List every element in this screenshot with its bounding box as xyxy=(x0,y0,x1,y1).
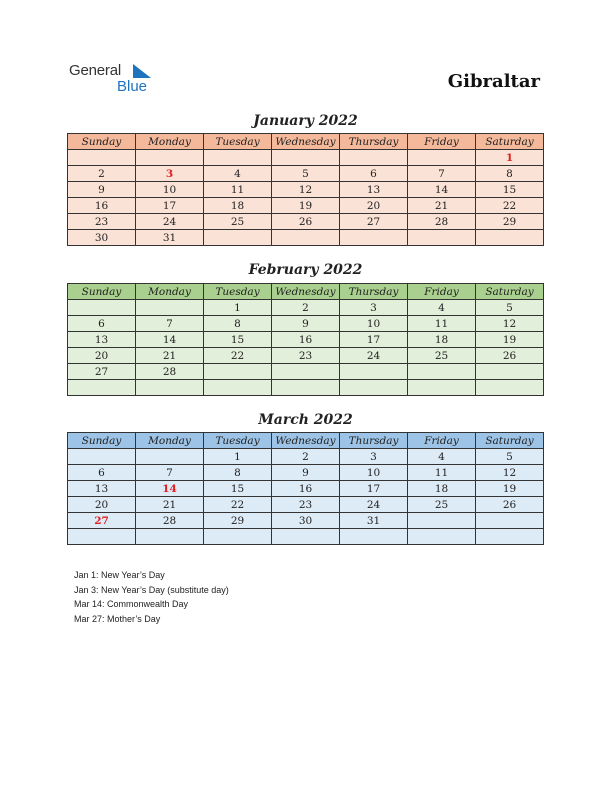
weekday-header: Monday xyxy=(136,134,204,150)
day-cell: 16 xyxy=(68,198,136,214)
week-row xyxy=(68,230,544,246)
day-cell: 2 xyxy=(68,166,136,182)
day-cell: 21 xyxy=(136,497,204,513)
day-cell: 5 xyxy=(476,300,544,316)
day-cell: 12 xyxy=(476,465,544,481)
weekday-header: Wednesday xyxy=(272,433,340,449)
weekday-header: Monday xyxy=(136,284,204,300)
week-row xyxy=(68,449,544,465)
weekday-header: Tuesday xyxy=(204,284,272,300)
holiday-note: Mar 27: Mother’s Day xyxy=(74,613,161,624)
day-cell xyxy=(68,150,136,166)
day-cell xyxy=(272,529,340,545)
day-cell xyxy=(408,150,476,166)
calendar-february xyxy=(67,283,544,396)
day-cell: 5 xyxy=(272,166,340,182)
day-cell: 1 xyxy=(204,449,272,465)
day-cell: 28 xyxy=(136,513,204,529)
day-cell: 22 xyxy=(204,348,272,364)
day-cell: 27 xyxy=(340,214,408,230)
weekday-header: Thursday xyxy=(340,284,408,300)
day-cell xyxy=(408,230,476,246)
day-cell: 19 xyxy=(272,198,340,214)
day-cell: 9 xyxy=(272,316,340,332)
day-cell: 17 xyxy=(340,481,408,497)
day-cell xyxy=(272,230,340,246)
day-cell xyxy=(68,449,136,465)
day-cell: 21 xyxy=(408,198,476,214)
week-row xyxy=(68,166,544,182)
day-cell xyxy=(204,364,272,380)
week-row xyxy=(68,214,544,230)
day-cell: 1 xyxy=(476,150,544,166)
day-cell xyxy=(204,150,272,166)
day-cell xyxy=(476,380,544,396)
weekday-header: Wednesday xyxy=(272,284,340,300)
weekday-header: Sunday xyxy=(68,284,136,300)
day-cell: 5 xyxy=(476,449,544,465)
day-cell: 19 xyxy=(476,332,544,348)
day-cell: 11 xyxy=(204,182,272,198)
week-row xyxy=(68,198,544,214)
day-cell: 30 xyxy=(68,230,136,246)
day-cell xyxy=(476,529,544,545)
day-cell: 10 xyxy=(340,316,408,332)
day-cell: 2 xyxy=(272,449,340,465)
weekday-header-row xyxy=(68,284,544,300)
day-cell: 18 xyxy=(408,332,476,348)
day-cell: 1 xyxy=(204,300,272,316)
weekday-header: Friday xyxy=(408,134,476,150)
day-cell: 14 xyxy=(408,182,476,198)
day-cell: 12 xyxy=(476,316,544,332)
week-row xyxy=(68,529,544,545)
month-title-january: January 2022 xyxy=(253,113,358,129)
day-cell xyxy=(340,380,408,396)
day-cell: 7 xyxy=(136,465,204,481)
holiday-note: Mar 14: Commonwealth Day xyxy=(74,599,189,609)
day-cell: 28 xyxy=(408,214,476,230)
week-row xyxy=(68,513,544,529)
day-cell: 26 xyxy=(272,214,340,230)
day-cell: 13 xyxy=(68,481,136,497)
logo-general-text: General xyxy=(69,62,121,79)
day-cell: 20 xyxy=(340,198,408,214)
week-row xyxy=(68,316,544,332)
week-row xyxy=(68,481,544,497)
day-cell xyxy=(408,380,476,396)
day-cell: 21 xyxy=(136,348,204,364)
day-cell xyxy=(408,364,476,380)
weekday-header: Saturday xyxy=(476,284,544,300)
day-cell: 4 xyxy=(408,300,476,316)
day-cell: 16 xyxy=(272,481,340,497)
day-cell: 15 xyxy=(204,481,272,497)
day-cell: 3 xyxy=(340,449,408,465)
weekday-header: Friday xyxy=(408,284,476,300)
day-cell xyxy=(136,529,204,545)
day-cell: 24 xyxy=(340,497,408,513)
day-cell: 17 xyxy=(136,198,204,214)
day-cell: 8 xyxy=(204,465,272,481)
weekday-header: Saturday xyxy=(476,433,544,449)
day-cell xyxy=(204,230,272,246)
country-title: Gibraltar xyxy=(447,71,540,92)
day-cell xyxy=(476,230,544,246)
day-cell: 27 xyxy=(68,364,136,380)
day-cell xyxy=(68,380,136,396)
day-cell xyxy=(204,380,272,396)
day-cell: 20 xyxy=(68,348,136,364)
day-cell: 4 xyxy=(204,166,272,182)
weekday-header: Tuesday xyxy=(204,433,272,449)
weekday-header: Monday xyxy=(136,433,204,449)
day-cell: 27 xyxy=(68,513,136,529)
day-cell: 11 xyxy=(408,465,476,481)
day-cell: 20 xyxy=(68,497,136,513)
day-cell: 24 xyxy=(340,348,408,364)
day-cell: 26 xyxy=(476,497,544,513)
weekday-header: Thursday xyxy=(340,433,408,449)
day-cell: 23 xyxy=(68,214,136,230)
day-cell: 7 xyxy=(408,166,476,182)
logo-blue-text: Blue xyxy=(117,78,148,95)
day-cell: 7 xyxy=(136,316,204,332)
day-cell: 10 xyxy=(136,182,204,198)
week-row xyxy=(68,300,544,316)
week-row xyxy=(68,465,544,481)
day-cell: 19 xyxy=(476,481,544,497)
calendar-body xyxy=(68,150,544,246)
day-cell xyxy=(340,150,408,166)
day-cell: 8 xyxy=(476,166,544,182)
weekday-header: Sunday xyxy=(68,433,136,449)
day-cell xyxy=(408,513,476,529)
weekday-header: Wednesday xyxy=(272,134,340,150)
day-cell: 24 xyxy=(136,214,204,230)
day-cell: 2 xyxy=(272,300,340,316)
day-cell: 28 xyxy=(136,364,204,380)
holiday-notes xyxy=(74,568,229,626)
day-cell: 12 xyxy=(272,182,340,198)
logo xyxy=(69,62,169,98)
day-cell xyxy=(136,150,204,166)
day-cell: 8 xyxy=(204,316,272,332)
weekday-header: Thursday xyxy=(340,134,408,150)
day-cell: 23 xyxy=(272,497,340,513)
day-cell: 6 xyxy=(68,465,136,481)
day-cell: 26 xyxy=(476,348,544,364)
weekday-header-row xyxy=(68,134,544,150)
day-cell xyxy=(340,364,408,380)
calendar-body xyxy=(68,449,544,545)
day-cell: 11 xyxy=(408,316,476,332)
day-cell xyxy=(68,529,136,545)
day-cell: 30 xyxy=(272,513,340,529)
day-cell: 4 xyxy=(408,449,476,465)
holiday-note: Jan 1: New Year’s Day xyxy=(74,570,165,580)
day-cell xyxy=(272,380,340,396)
calendar-march xyxy=(67,432,544,545)
day-cell xyxy=(136,380,204,396)
calendar-body xyxy=(68,300,544,396)
day-cell: 6 xyxy=(68,316,136,332)
weekday-header: Saturday xyxy=(476,134,544,150)
logo-flag-icon xyxy=(133,64,151,78)
day-cell: 31 xyxy=(340,513,408,529)
calendar-january xyxy=(67,133,544,246)
weekday-header-row xyxy=(68,433,544,449)
week-row xyxy=(68,364,544,380)
day-cell: 13 xyxy=(68,332,136,348)
day-cell: 23 xyxy=(272,348,340,364)
day-cell: 9 xyxy=(272,465,340,481)
day-cell xyxy=(68,300,136,316)
weekday-header: Sunday xyxy=(68,134,136,150)
month-title-february: February 2022 xyxy=(248,262,363,278)
day-cell: 22 xyxy=(204,497,272,513)
day-cell xyxy=(340,529,408,545)
holiday-note: Jan 3: New Year’s Day (substitute day) xyxy=(74,584,229,595)
day-cell: 29 xyxy=(204,513,272,529)
day-cell: 10 xyxy=(340,465,408,481)
month-title-march: March 2022 xyxy=(258,412,353,428)
weekday-header: Friday xyxy=(408,433,476,449)
day-cell: 17 xyxy=(340,332,408,348)
week-row xyxy=(68,348,544,364)
day-cell xyxy=(476,364,544,380)
day-cell xyxy=(340,230,408,246)
day-cell: 18 xyxy=(408,481,476,497)
day-cell: 13 xyxy=(340,182,408,198)
day-cell xyxy=(408,529,476,545)
day-cell: 25 xyxy=(408,348,476,364)
day-cell xyxy=(272,150,340,166)
day-cell: 29 xyxy=(476,214,544,230)
day-cell: 25 xyxy=(408,497,476,513)
day-cell: 18 xyxy=(204,198,272,214)
week-row xyxy=(68,332,544,348)
day-cell xyxy=(476,513,544,529)
day-cell: 25 xyxy=(204,214,272,230)
day-cell: 15 xyxy=(476,182,544,198)
day-cell: 16 xyxy=(272,332,340,348)
day-cell xyxy=(136,300,204,316)
day-cell: 9 xyxy=(68,182,136,198)
day-cell: 6 xyxy=(340,166,408,182)
day-cell: 14 xyxy=(136,332,204,348)
week-row xyxy=(68,150,544,166)
day-cell xyxy=(272,364,340,380)
day-cell: 3 xyxy=(340,300,408,316)
week-row xyxy=(68,497,544,513)
weekday-header: Tuesday xyxy=(204,134,272,150)
day-cell: 31 xyxy=(136,230,204,246)
day-cell: 14 xyxy=(136,481,204,497)
day-cell xyxy=(204,529,272,545)
day-cell: 15 xyxy=(204,332,272,348)
day-cell xyxy=(136,449,204,465)
week-row xyxy=(68,182,544,198)
week-row xyxy=(68,380,544,396)
day-cell: 22 xyxy=(476,198,544,214)
day-cell: 3 xyxy=(136,166,204,182)
